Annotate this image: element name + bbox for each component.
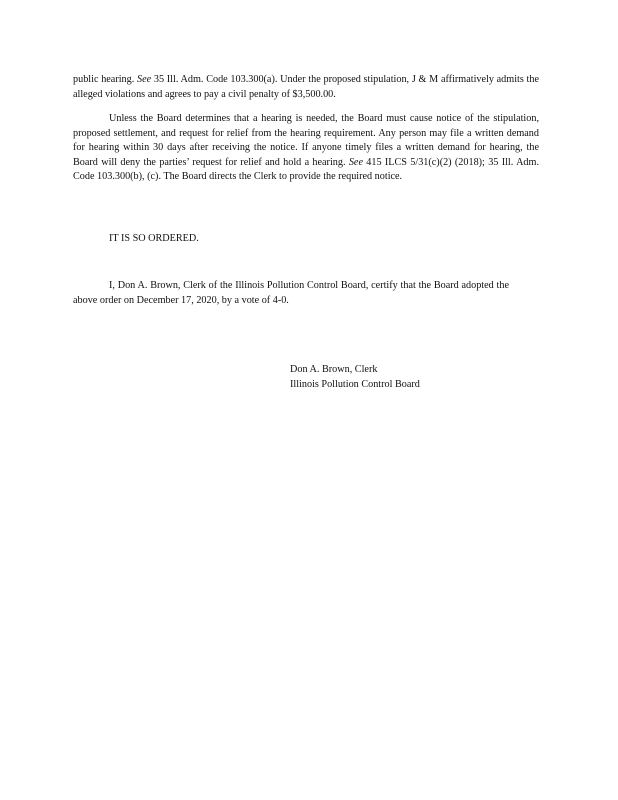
see-citation-signal: See: [348, 156, 363, 168]
paragraph-2-text-start: Unless the Board determines that a hearing is needed, the Board must cause notice of the stipulation, proposed settlement, and request for relief from the hearing requirement. Any person may file a written demand for hearing within 30 days after receiving the notice. If anyone timely files a written demand for hearing, the Board will deny the parties’ request for relief and hold a hearing.: [73, 113, 539, 168]
see-citation-signal: See: [137, 74, 152, 85]
clerk-certification: I, Don A. Brown, Clerk of the Illinois Pollution Control Board, certify that the Board adopted the above order on December 17, 2020, by a vote of 4-0.: [73, 280, 509, 306]
signature-block: [290, 363, 420, 392]
signature-organization: Illinois Pollution Control Board: [290, 378, 420, 390]
signature-name: Don A. Brown, Clerk: [290, 364, 378, 375]
paragraph-notice-requirement: [73, 112, 539, 185]
paragraph-2-text-end: 415 ILCS 5/31(c)(2) (2018); 35 Ill. Adm. Code 103.300(b), (c). The Board directs the Clerk to provide the required notice.: [73, 156, 539, 183]
paragraph-1-text-start: public hearing.: [73, 74, 138, 85]
paragraph-1-text-end: 35 Ill. Adm. Code 103.300(a). Under the proposed stipulation, J & M affirmatively admits the alleged violations and agrees to pay a civil penalty of $3,500.00.: [73, 74, 539, 100]
paragraph-hearing-stipulation: [73, 73, 539, 102]
order-statement: IT IS SO ORDERED.: [109, 233, 199, 244]
